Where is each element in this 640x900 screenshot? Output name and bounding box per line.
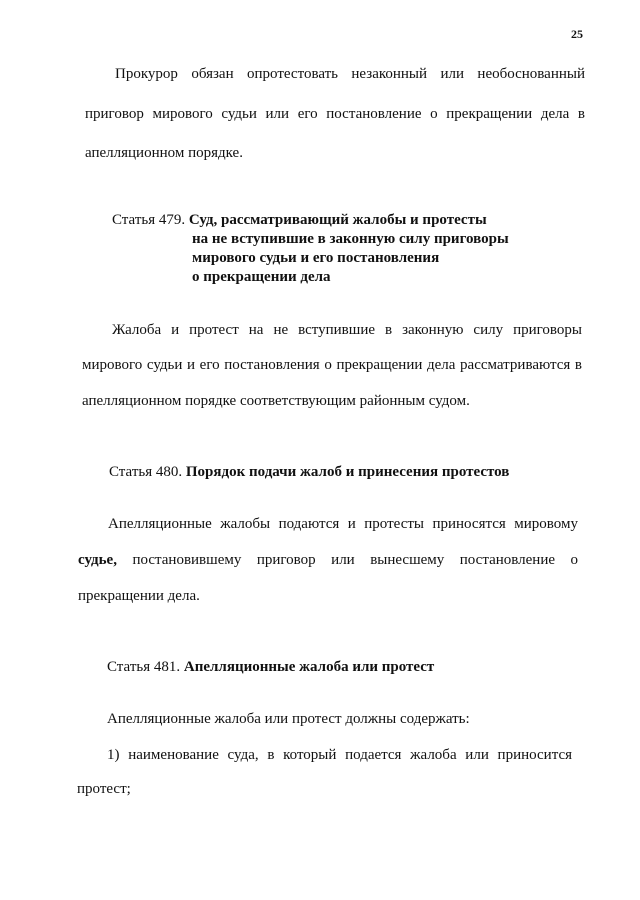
paragraph-line: прекращении дела. bbox=[78, 588, 200, 604]
line-text: постановившему приговор или вынесшему постановление о bbox=[132, 552, 579, 568]
article-480-label: Статья 480. bbox=[109, 464, 183, 480]
list-item-line: 1) наименование суда, в который подается жалоба или приносится bbox=[107, 747, 572, 763]
article-481-heading bbox=[107, 659, 434, 676]
paragraph-line: Прокурор обязан опротестовать незаконный или необоснованный bbox=[115, 66, 585, 82]
article-481-title: Апелляционные жалоба или протест bbox=[183, 659, 435, 675]
bold-word: судье, bbox=[78, 552, 117, 568]
article-480-title: Порядок подачи жалоб и принесения протестов bbox=[185, 464, 510, 480]
article-479-title-line: мирового судьи и его постановления bbox=[192, 250, 440, 266]
page-number: 25 bbox=[571, 27, 583, 41]
paragraph-line: Апелляционные жалобы подаются и протесты приносятся мировому bbox=[108, 516, 578, 532]
article-479-title-line: Суд, рассматривающий жалобы и протесты bbox=[188, 212, 487, 228]
article-479-label: Статья 479. bbox=[112, 212, 186, 228]
list-item-line: протест; bbox=[77, 781, 131, 797]
article-480-heading bbox=[109, 464, 509, 481]
paragraph-line: приговор мирового судьи или его постановление о прекращении дела в bbox=[85, 106, 585, 122]
paragraph-line: Жалоба и протест на не вступившие в законную силу приговоры bbox=[112, 322, 582, 338]
paragraph-line: апелляционном порядке соответствующим районным судом. bbox=[82, 393, 470, 409]
article-479-heading bbox=[112, 212, 509, 285]
paragraph-line: мирового судьи и его постановления о прекращении дела рассматриваются в bbox=[82, 357, 582, 373]
article-479-title-line: о прекращении дела bbox=[192, 269, 331, 285]
paragraph-line bbox=[78, 552, 578, 569]
article-481-label: Статья 481. bbox=[107, 659, 181, 675]
article-479-title-line: на не вступившие в законную силу приговоры bbox=[192, 231, 509, 247]
paragraph-line: апелляционном порядке. bbox=[85, 145, 243, 161]
paragraph-line: Апелляционные жалоба или протест должны содержать: bbox=[107, 711, 470, 727]
